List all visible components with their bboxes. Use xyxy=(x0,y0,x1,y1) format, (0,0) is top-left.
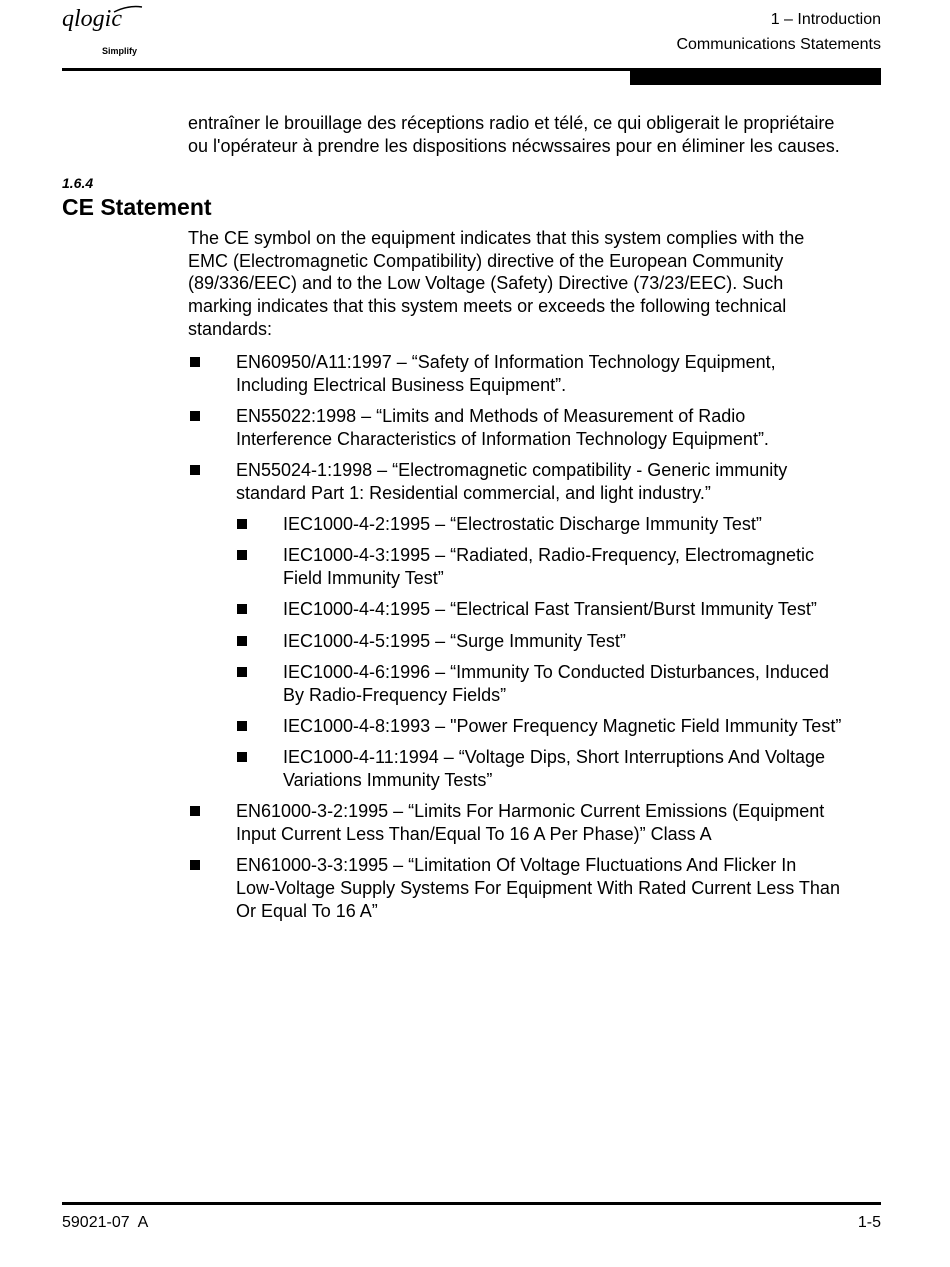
text-line: IEC1000-4-5:1995 – “Surge Immunity Test” xyxy=(283,630,626,651)
square-bullet-icon xyxy=(237,721,247,731)
square-bullet-icon xyxy=(190,465,200,475)
text-line: (89/336/EEC) and to the Low Voltage (Safety) Directive (73/23/EEC). Such xyxy=(188,273,784,294)
list-item xyxy=(188,800,888,845)
intro-paragraph xyxy=(188,112,840,157)
list-item xyxy=(188,405,888,450)
standards-list xyxy=(188,351,888,931)
text-line: IEC1000-4-3:1995 – “Radiated, Radio-Frequency, Electromagnetic xyxy=(283,545,814,566)
list-item xyxy=(188,598,888,621)
text-line: IEC1000-4-8:1993 – "Power Frequency Magnetic Field Immunity Test” xyxy=(283,715,842,736)
text-line: Or Equal To 16 A” xyxy=(236,900,378,921)
square-bullet-icon xyxy=(237,667,247,677)
text-line: IEC1000-4-2:1995 – “Electrostatic Discharge Immunity Test” xyxy=(283,514,762,534)
list-item xyxy=(188,459,888,504)
square-bullet-icon xyxy=(190,806,200,816)
text-line: IEC1000-4-6:1996 – “Immunity To Conducted Disturbances, Induced xyxy=(283,661,829,682)
section-paragraph xyxy=(188,227,804,341)
qlogic-logo xyxy=(62,4,172,60)
svg-text:qlogic: qlogic xyxy=(62,6,122,32)
text-line: EN60950/A11:1997 – “Safety of Information Technology Equipment, xyxy=(236,352,776,372)
list-item xyxy=(188,854,888,922)
square-bullet-icon xyxy=(190,357,200,367)
doc-number: 59021-07 A xyxy=(62,1214,149,1231)
text-line: EN61000-3-2:1995 – “Limits For Harmonic Current Emissions (Equipment xyxy=(236,801,825,822)
text-line: Low-Voltage Supply Systems For Equipment With Rated Current Less Than xyxy=(236,877,840,898)
square-bullet-icon xyxy=(237,604,247,614)
text-line: The CE symbol on the equipment indicates that this system complies with the xyxy=(188,228,805,248)
text-line: Field Immunity Test” xyxy=(283,568,444,588)
square-bullet-icon xyxy=(190,860,200,870)
text-line: IEC1000-4-4:1995 – “Electrical Fast Transient/Burst Immunity Test” xyxy=(283,599,817,620)
square-bullet-icon xyxy=(237,550,247,560)
text-line: standards: xyxy=(188,318,273,339)
footer-rule xyxy=(62,1202,881,1205)
text-line: Including Electrical Business Equipment”. xyxy=(236,374,567,395)
list-item xyxy=(188,746,888,791)
header-chapter: 1 – Introduction xyxy=(770,11,881,28)
text-line: Input Current Less Than/Equal To 16 A Per Phase)” Class A xyxy=(236,823,712,844)
list-item xyxy=(188,513,888,536)
square-bullet-icon xyxy=(237,519,247,529)
svg-text:Simplify: Simplify xyxy=(102,46,138,56)
square-bullet-icon xyxy=(237,636,247,646)
list-item xyxy=(188,715,888,738)
section-title: CE Statement xyxy=(62,194,212,220)
text-line: ou l'opérateur à prendre les dispositions nécwssaires pour en éliminer les causes. xyxy=(188,135,840,156)
running-header xyxy=(676,7,881,57)
section-number: 1.6.4 xyxy=(62,175,94,191)
text-line: By Radio-Frequency Fields” xyxy=(283,684,507,705)
text-line: marking indicates that this system meets or exceeds the following technical xyxy=(188,296,787,317)
square-bullet-icon xyxy=(237,752,247,762)
text-line: EN61000-3-3:1995 – “Limitation Of Voltage Fluctuations And Flicker In xyxy=(236,855,797,876)
square-bullet-icon xyxy=(190,411,200,421)
list-item xyxy=(188,661,888,706)
text-line: EMC (Electromagnetic Compatibility) directive of the European Community xyxy=(188,250,784,271)
header-section: Communications Statements xyxy=(676,36,881,53)
list-item xyxy=(188,544,888,589)
text-line: EN55022:1998 – “Limits and Methods of Measurement of Radio xyxy=(236,406,746,426)
header-rule-block xyxy=(630,69,881,85)
list-item xyxy=(188,351,888,396)
text-line: entraîner le brouillage des réceptions radio et télé, ce qui obligerait le propriétaire xyxy=(188,113,835,133)
page-number: 1-5 xyxy=(857,1214,881,1231)
text-line: IEC1000-4-11:1994 – “Voltage Dips, Short Interruptions And Voltage xyxy=(283,747,826,768)
text-line: EN55024-1:1998 – “Electromagnetic compatibility - Generic immunity xyxy=(236,460,788,480)
list-item xyxy=(188,630,888,653)
text-line: Variations Immunity Tests” xyxy=(283,769,493,790)
text-line: standard Part 1: Residential commercial, and light industry.” xyxy=(236,482,711,503)
text-line: Interference Characteristics of Information Technology Equipment”. xyxy=(236,428,769,449)
